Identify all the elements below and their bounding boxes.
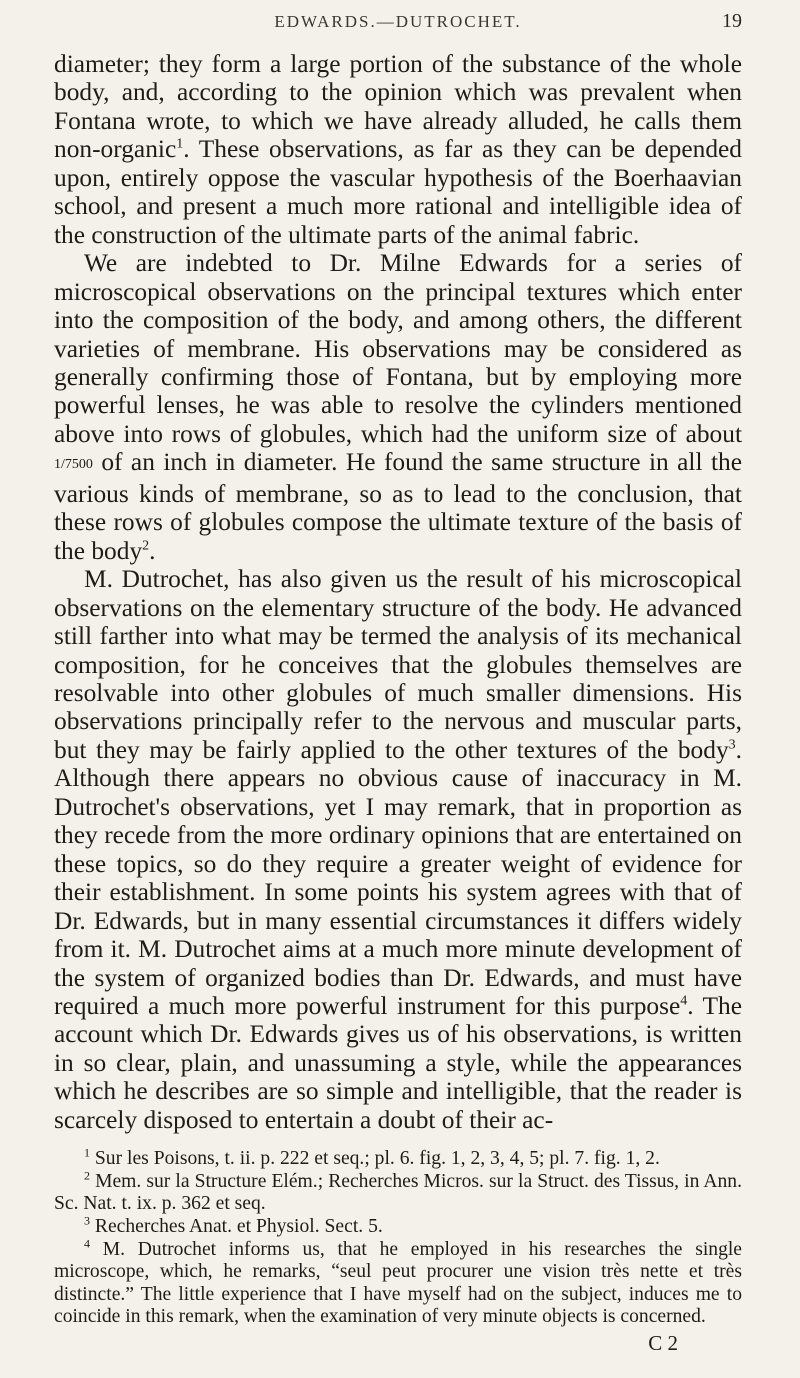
paragraph-2 (54, 249, 742, 565)
footnote-number: 3 (84, 1213, 90, 1228)
footnote-4 (54, 1236, 743, 1329)
paragraph-2-text-b: of an inch in diameter. He found the same structure in all the various kinds of membrane, so as to lead to the conclusion, that these rows of globules compose the ultimate texture of the basis of the body (54, 448, 742, 565)
footnote-number: 4 (84, 1236, 90, 1251)
book-page (54, 0, 742, 1378)
paragraph-3-text-a: M. Dutrochet, has also given us the result of his microscopical observations on the elementary structure of the body. He advanced still farther into what may be termed the analysis of its mechanical composition, for he conceives that the globules themselves are resolvable into other globules of much smaller dimensions. His observations principally refer to the nervous and muscular parts, but they may be fairly applied to the other textures of the body (54, 565, 742, 764)
paragraph-2-text-c: . (149, 536, 156, 565)
paragraph-1-text-b: . These observations, as far as they can be depended upon, entirely oppose the vascular hypothesis of the Boerhaavian school, and present a much more rational and intelligible idea of the construction of the ultimate parts of the animal fabric. (54, 135, 742, 249)
signature-mark: C 2 (648, 1330, 678, 1355)
footnote-ref-3: 3 (728, 737, 736, 753)
footnote-1 (54, 1145, 742, 1171)
footnote-ref-2: 2 (142, 538, 150, 554)
footnote-text: Mem. sur la Structure Elém.; Recherches Micros. sur la Struct. des Tissus, in Ann. Sc. Nat. t. ix. p. 362 et seq. (54, 1170, 742, 1215)
footnote-2 (54, 1168, 742, 1216)
footnote-ref-4: 4 (680, 993, 688, 1009)
footnotes (54, 1145, 743, 1329)
footnote-text: Sur les Poisons, t. ii. p. 222 et seq.; pl. 6. fig. 1, 2, 3, 4, 5; pl. 7. fig. 1, 2. (94, 1148, 660, 1170)
paragraph-3-text-b: . Although there appears no obvious cause of inaccuracy in M. Dutrochet's observations, yet I may remark, that in proportion as they recede from the more ordinary opinions that are entertained on these topics, so do they require a greater weight of evidence for their establishment. In some points his system agrees with that of Dr. Edwards, but in many essential circumstances it differs widely from it. M. Dutrochet aims at a much more minute development of the system of organized bodies than Dr. Edwards, and must have required a much more powerful instrument for this purpose (54, 735, 742, 1020)
paragraph-3-text-c: . The account which Dr. Edwards gives us of his observations, is written in so clear, plain, and unassuming a style, while the appearances which he describes are so simple and intelligible, that the reader is scarcely disposed to entertain a doubt of their ac- (54, 991, 742, 1134)
running-header (54, 8, 742, 48)
fraction-size: 1/7500 (54, 457, 93, 473)
footnote-ref-1: 1 (176, 136, 184, 152)
paragraph-2-text-a: We are indebted to Dr. Milne Edwards for a series of microscopical observations on the principal textures which enter into the composition of the body, and among others, the different varieties of membrane. His observations may be considered as generally confirming those of Fontana, but by employing more powerful lenses, he was able to resolve the cylinders mentioned above into rows of globules, which had the uniform size of about (54, 249, 742, 448)
footnote-3 (54, 1213, 742, 1239)
footnote-text: M. Dutrochet informs us, that he employed in his researches the single microscope, which, he remarks, “seul peut procurer une vision très nette et très distincte.” The little experience that I have myself had on the subject, induces me to coincide in this remark, when the examination of very minute objects is concerned. (54, 1238, 743, 1328)
footnote-number: 1 (84, 1145, 90, 1160)
body-text (54, 50, 742, 1134)
footnote-number: 2 (84, 1168, 90, 1183)
paragraph-3 (54, 565, 742, 1134)
footnote-text: Recherches Anat. et Physiol. Sect. 5. (94, 1216, 383, 1237)
running-title: EDWARDS.—DUTROCHET. (274, 12, 522, 31)
paragraph-1 (54, 50, 742, 249)
page-number: 19 (722, 10, 742, 32)
paragraph-1-text-a: diameter; they form a large portion of the substance of the whole body, and, according to the opinion which was prevalent when Fontana wrote, to which we have already alluded, he calls them non-organic (54, 50, 742, 164)
